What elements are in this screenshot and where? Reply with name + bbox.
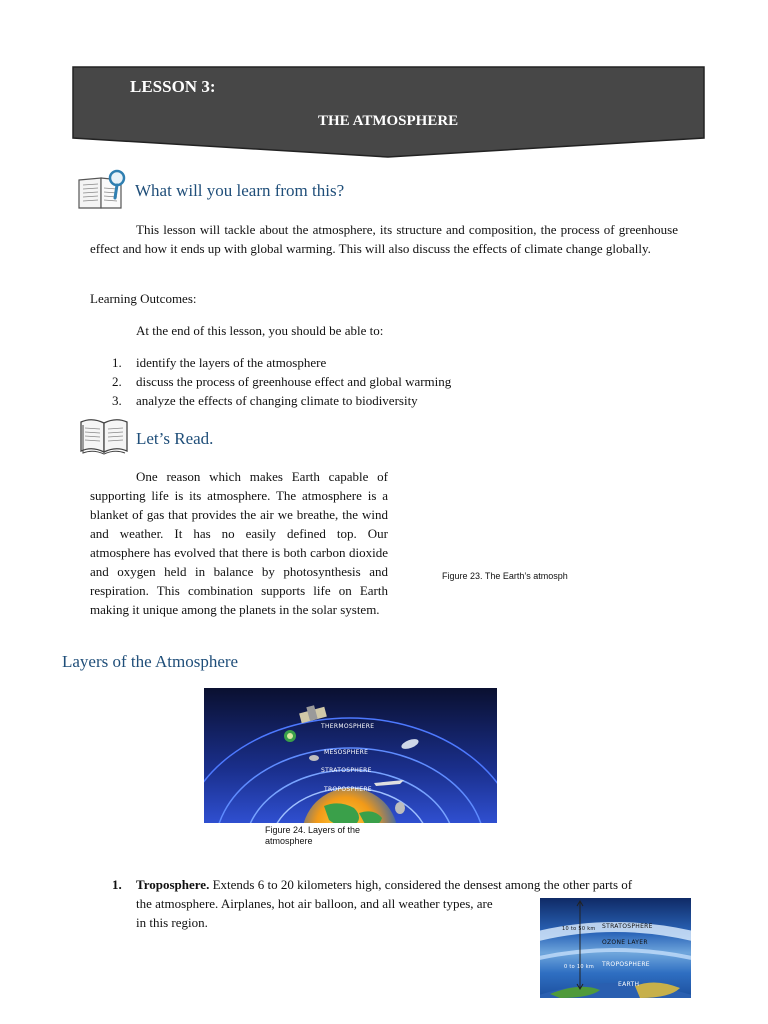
troposphere-line2: the atmosphere. Airplanes, hot air balloon, and all weather types, are xyxy=(136,896,493,911)
read-heading: Let’s Read. xyxy=(136,429,214,448)
figure24-label: STRATOSPHERE xyxy=(321,767,372,774)
list-text: identify the layers of the atmosphere xyxy=(136,355,327,370)
figure25-label: TROPOSPHERE xyxy=(602,961,650,968)
intro-paragraph: This lesson will tackle about the atmosphere, its structure and composition, the process of greenhouse effect and how it ends up with global warming. This will also discuss the effects of climate change globally. xyxy=(90,222,678,256)
figure24-image xyxy=(204,688,497,823)
atmosphere-paragraph: One reason which makes Earth capable of supporting life is its atmosphere. The atmosphere is a blanket of gas that provides the air we breathe, the wind and weather. It has no easily defined top. Our atmosphere has evolved that there is both carbon dioxide and oxygen held in balance by photosynthesis and respiration. This combination supports life on Earth making it unique among the planets in the solar system. xyxy=(90,469,388,617)
list-text: analyze the effects of changing climate to biodiversity xyxy=(136,393,418,408)
figure25-image xyxy=(540,898,691,998)
list-number: 2. xyxy=(112,374,122,389)
learn-heading: What will you learn from this? xyxy=(135,181,345,200)
figure24-label: TROPOSPHERE xyxy=(324,786,372,793)
figure23-caption: Figure 23. The Earth’s atmosph xyxy=(442,571,568,581)
list-item xyxy=(112,391,451,410)
outcomes-lead: At the end of this lesson, you should be able to: xyxy=(136,323,384,338)
figure25-label: 10 to 50 km xyxy=(562,926,596,932)
list-text: discuss the process of greenhouse effect and global warming xyxy=(136,374,452,389)
troposphere-text: Extends 6 to 20 kilometers high, considered the densest among the other parts of xyxy=(212,877,633,892)
figure24-label: THERMOSPHERE xyxy=(321,723,375,730)
list-item xyxy=(112,353,451,372)
outcomes-list xyxy=(112,353,451,410)
troposphere-term: Troposphere. xyxy=(136,877,210,892)
open-book-icon xyxy=(78,414,130,461)
figure24-caption-line2: atmosphere xyxy=(265,836,313,846)
troposphere-line3: in this region. xyxy=(136,915,208,930)
list-item xyxy=(112,372,451,391)
lesson-title: THE ATMOSPHERE xyxy=(318,113,459,129)
figure24-caption-line1: Figure 24. Layers of the xyxy=(265,825,361,835)
list-number: 1. xyxy=(112,877,122,892)
figure24-label: MESOSPHERE xyxy=(324,749,369,756)
troposphere-line1 xyxy=(136,875,632,894)
outcomes-label: Learning Outcomes: xyxy=(90,291,197,306)
figure25-label: 0 to 10 km xyxy=(564,964,595,970)
layers-heading: Layers of the Atmosphere xyxy=(62,652,239,671)
list-number: 1. xyxy=(112,355,122,370)
lesson-number: LESSON 3: xyxy=(130,77,216,96)
figure24-caption xyxy=(265,825,360,847)
figure25-label: STRATOSPHERE xyxy=(602,923,653,930)
figure25-label: EARTH xyxy=(618,981,640,988)
list-number: 3. xyxy=(112,393,122,408)
figure25-label: OZONE LAYER xyxy=(602,939,648,946)
book-magnifier-icon xyxy=(75,168,131,217)
